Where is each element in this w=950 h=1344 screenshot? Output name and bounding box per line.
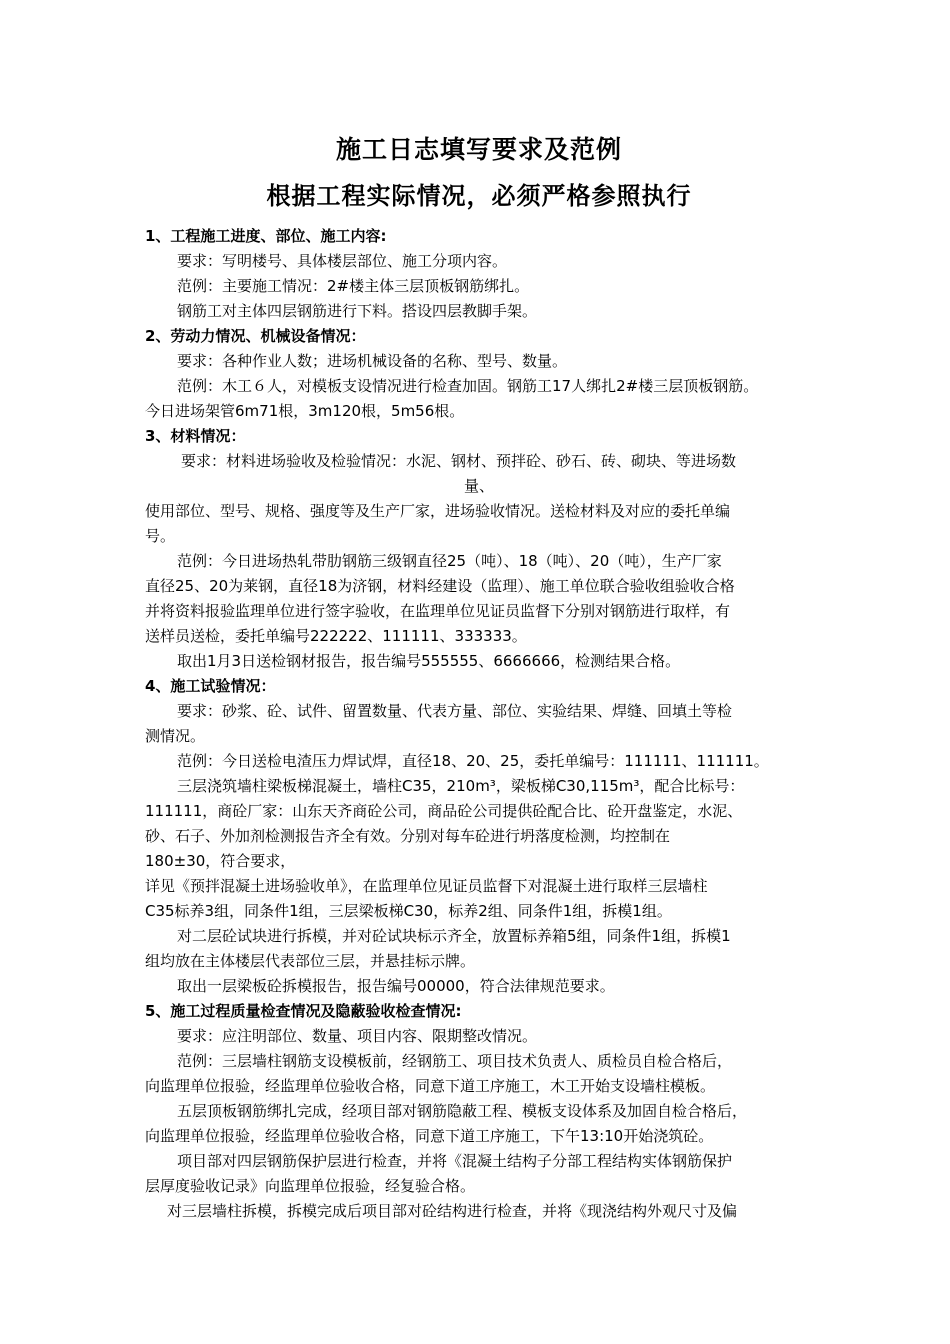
paragraph-line: 向监理单位报验，经监理单位验收合格，同意下道工序施工，木工开始支设墙柱模板。 — [145, 1077, 716, 1095]
paragraph-line: 范例：今日送检电渣压力焊试焊，直径18、20、25，委托单编号：111111、111111。 — [177, 752, 769, 770]
paragraph-line: 取出一层梁板砼拆模报告，报告编号00000，符合法律规范要求。 — [177, 977, 615, 995]
paragraph-line: 范例：主要施工情况：2#楼主体三层顶板钢筋绑扎。 — [177, 277, 530, 295]
section-3-heading: 3、材料情况： — [145, 427, 246, 445]
paragraph-line: 今日进场架管6m71根，3m120根，5m56根。 — [145, 402, 465, 420]
paragraph-line: 范例：三层墙柱钢筋支设模板前，经钢筋工、项目技术负责人、质检员自检合格后， — [177, 1052, 733, 1070]
paragraph-line: 量、 — [463, 477, 494, 495]
paragraph-line: 送样员送检，委托单编号222222、111111、333333。 — [145, 627, 527, 645]
document-title: 施工日志填写要求及范例 — [335, 135, 622, 164]
paragraph-line: C35标养3组，同条件1组，三层梁板梯C30，标养2组、同条件1组，拆模1组。 — [145, 902, 672, 920]
paragraph-line: 111111，商砼厂家：山东天齐商砼公司，商品砼公司提供砼配合比、砼开盘鉴定，水泥、 — [145, 802, 743, 820]
paragraph-line: 要求：写明楼号、具体楼层部位、施工分项内容。 — [177, 252, 508, 270]
paragraph-line: 号。 — [145, 527, 176, 545]
document-page — [145, 130, 813, 1224]
paragraph-line: 180±30，符合要求， — [145, 852, 296, 870]
paragraph-line: 要求：应注明部位、数量、项目内容、限期整改情况。 — [177, 1027, 538, 1045]
paragraph-line: 对三层墙柱拆模，拆模完成后项目部对砼结构进行检查，并将《现浇结构外观尺寸及偏 — [167, 1202, 738, 1220]
paragraph-line: 要求：砂浆、砼、试件、留置数量、代表方量、部位、实验结果、焊缝、回填土等检 — [177, 702, 733, 720]
paragraph-line: 五层顶板钢筋绑扎完成，经项目部对钢筋隐蔽工程、模板支设体系及加固自检合格后， — [177, 1102, 748, 1120]
paragraph-line: 详见《预拌混凝土进场验收单》，在监理单位见证员监督下对混凝土进行取样三层墙柱 — [145, 877, 708, 895]
paragraph-line: 砂、石子、外加剂检测报告齐全有效。分别对每车砼进行坍落度检测，均控制在 — [145, 827, 671, 845]
paragraph-line: 要求：各种作业人数；进场机械设备的名称、型号、数量。 — [177, 352, 568, 370]
paragraph-line: 组均放在主体楼层代表部位三层，并悬挂标示牌。 — [145, 952, 476, 970]
section-2-heading: 2、劳动力情况、机械设备情况： — [145, 327, 366, 345]
paragraph-line: 层厚度验收记录》向监理单位报验，经复验合格。 — [145, 1177, 476, 1195]
paragraph-line: 测情况。 — [145, 727, 206, 745]
section-1-heading: 1、工程施工进度、部位、施工内容: — [145, 227, 387, 245]
section-5-heading: 5、施工过程质量检查情况及隐蔽验收检查情况: — [145, 1002, 462, 1020]
paragraph-line: 项目部对四层钢筋保护层进行检查，并将《混凝土结构子分部工程结构实体钢筋保护 — [177, 1152, 733, 1170]
paragraph-line: 要求：材料进场验收及检验情况：水泥、钢材、预拌砼、砂石、砖、砌块、等进场数 — [181, 452, 737, 470]
paragraph-line: 并将资料报验监理单位进行签字验收，在监理单位见证员监督下分别对钢筋进行取样，有 — [145, 602, 731, 620]
section-4-heading: 4、施工试验情况： — [145, 677, 276, 695]
paragraph-line: 向监理单位报验，经监理单位验收合格，同意下道工序施工，下午13:10开始浇筑砼。 — [145, 1127, 714, 1145]
paragraph-line: 范例：木工６人，对模板支设情况进行检查加固。钢筋工17人绑扎2#楼三层顶板钢筋。 — [177, 377, 759, 395]
paragraph-line: 对二层砼试块进行拆模，并对砼试块标示齐全，放置标养箱5组，同条件1组，拆模1 — [177, 927, 731, 945]
paragraph-line: 使用部位、型号、规格、强度等及生产厂家，进场验收情况。送检材料及对应的委托单编 — [145, 502, 731, 520]
paragraph-line: 直径25、20为莱钢，直径18为济钢，材料经建设（监理）、施工单位联合验收组验收合格 — [145, 577, 735, 595]
paragraph-line: 钢筋工对主体四层钢筋进行下料。搭设四层教脚手架。 — [177, 302, 538, 320]
paragraph-line: 取出1月3日送检钢材报告，报告编号555555、6666666，检测结果合格。 — [177, 652, 681, 670]
paragraph-line: 三层浇筑墙柱梁板梯混凝土，墙柱C35，210m³，梁板梯C30,115m³，配合比标号： — [177, 777, 745, 795]
document-subtitle: 根据工程实际情况，必须严格参照执行 — [266, 182, 692, 210]
paragraph-line: 范例：今日进场热轧带肋钢筋三级钢直径25（吨）、18（吨）、20（吨），生产厂家 — [177, 552, 722, 570]
